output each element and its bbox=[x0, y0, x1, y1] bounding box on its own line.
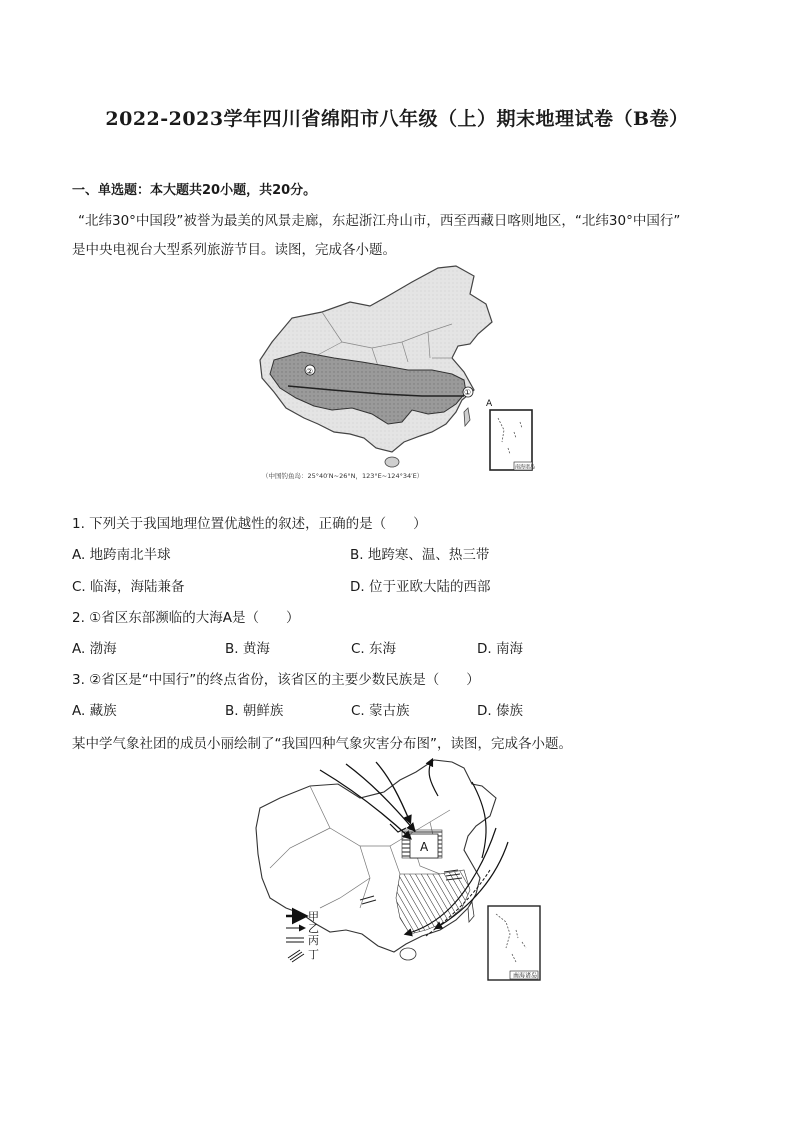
q2-option-d[interactable]: D. 南海 bbox=[477, 641, 523, 657]
question-3-stem: 3. ②省区是“中国行”的终点省份，该省区的主要少数民族是（ ） bbox=[72, 672, 480, 688]
map1-caption: （中国钓鱼岛：25°40′N~26°N，123°E~124°34′E） bbox=[262, 472, 424, 480]
intro1-line1: “北纬30°中国段”被誉为最美的风景走廊，东起浙江舟山市，西至西藏日喀则地区，“北纬30°中国行” bbox=[78, 213, 681, 229]
inset-label: 南海诸岛 bbox=[515, 464, 536, 471]
region-a-label: A bbox=[420, 840, 429, 854]
page-title: 2022-2023学年四川省绵阳市八年级（上）期末地理试卷（B卷） bbox=[105, 108, 689, 130]
question-2-stem: 2. ①省区东部濒临的大海A是（ ） bbox=[72, 610, 300, 626]
legend-item-bing: 丙 bbox=[308, 934, 319, 947]
disaster-map-svg bbox=[250, 758, 550, 986]
q1-option-b[interactable]: B. 地跨寒、温、热三带 bbox=[350, 547, 490, 563]
sea-a-label: A bbox=[486, 399, 493, 409]
disaster-map-figure bbox=[250, 758, 550, 986]
q3-option-b[interactable]: B. 朝鲜族 bbox=[225, 703, 284, 719]
legend-item-yi: 乙 bbox=[308, 922, 319, 935]
marker-1-label: ① bbox=[464, 388, 472, 397]
q1-option-c[interactable]: C. 临海，海陆兼备 bbox=[72, 579, 185, 595]
map2-legend bbox=[286, 910, 319, 962]
q2-option-b[interactable]: B. 黄海 bbox=[225, 641, 270, 657]
section-heading: 一、单选题：本大题共20小题，共20分。 bbox=[72, 183, 317, 198]
inset-label-2: 南海诸岛 bbox=[513, 972, 538, 980]
q2-option-c[interactable]: C. 东海 bbox=[351, 641, 397, 657]
intro2-line: 某中学气象社团的成员小丽绘制了“我国四种气象灾害分布图”，读图，完成各小题。 bbox=[72, 736, 572, 752]
q3-option-c[interactable]: C. 蒙古族 bbox=[351, 703, 410, 719]
q1-option-a[interactable]: A. 地跨南北半球 bbox=[72, 547, 171, 563]
china-map-svg bbox=[252, 262, 542, 484]
q3-option-d[interactable]: D. 傣族 bbox=[477, 703, 523, 719]
marker-2-label: ② bbox=[306, 367, 314, 376]
china-map-figure bbox=[252, 262, 542, 484]
legend-item-ding: 丁 bbox=[308, 948, 319, 961]
intro1-line2: 是中央电视台大型系列旅游节目。读图，完成各小题。 bbox=[72, 242, 396, 258]
legend-item-jia: 甲 bbox=[308, 910, 319, 923]
q2-option-a[interactable]: A. 渤海 bbox=[72, 641, 117, 657]
q1-option-d[interactable]: D. 位于亚欧大陆的西部 bbox=[350, 579, 491, 595]
question-1-stem: 1. 下列关于我国地理位置优越性的叙述，正确的是（ ） bbox=[72, 516, 427, 532]
q3-option-a[interactable]: A. 藏族 bbox=[72, 703, 117, 719]
